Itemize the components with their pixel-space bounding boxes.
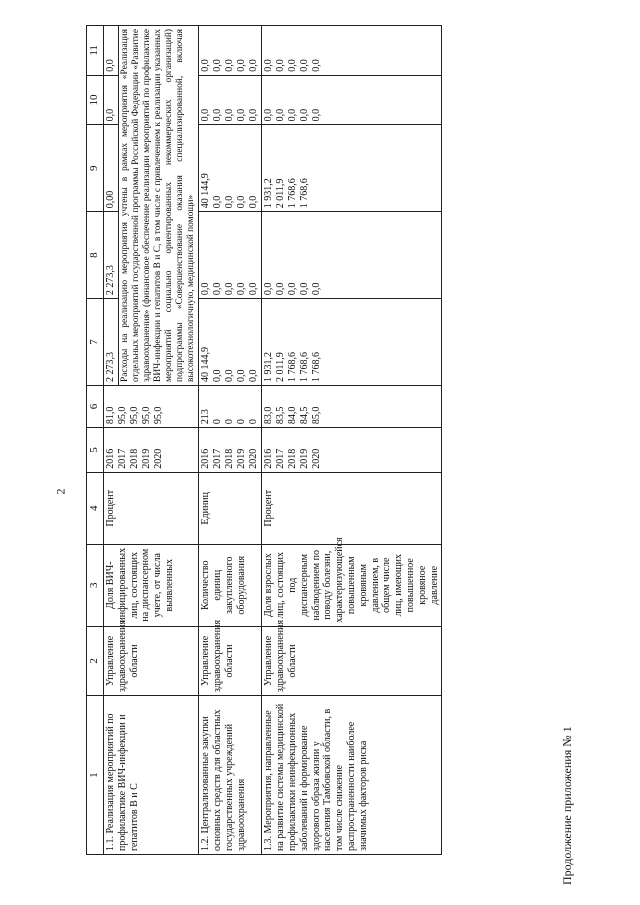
unit: Единиц bbox=[199, 472, 262, 544]
event-name: 1.3. Мероприятия, направленные на развитие системы медицинской профилактики неинфекционных заболеваний и формирование здорового образа жизни у населения Тамбовской области, в том числе снижение распространенности наиболее значимых факторов риска bbox=[262, 696, 442, 855]
appendix-caption: Продолжение приложения № 1 bbox=[560, 726, 574, 885]
indicator-values: 83,0 83,5 84,0 84,5 85,0 bbox=[262, 385, 442, 427]
table-row bbox=[104, 26, 119, 855]
header-cell: 9 bbox=[87, 125, 104, 212]
regional-values: 40 144,9 0,0 0,0 0,0 0,0 bbox=[199, 125, 262, 212]
header-row bbox=[87, 26, 104, 855]
responsible: Управление здравоохранения области bbox=[104, 626, 199, 695]
header-cell: 2 bbox=[87, 626, 104, 695]
funding-note: Расходы на реализацию мероприятия учтены в рамках мероприятия «Реализация отдельных мероприятий государственной программы Российской Федерации «Развитие здравоохранения» (финансовое обеспечение реализации мероприятий по профилактике ВИЧ-инфекции и гепатитов В и С, в том числе с привлечением к реализации указанных мероприятий социально ориентированных некоммерческих организаций) подпрограммы «Совершенствование оказания специализированной, включая высокотехнологичную, медицинской помощи» bbox=[118, 26, 199, 386]
program-table bbox=[86, 25, 442, 855]
header-cell: 11 bbox=[87, 26, 104, 76]
page-number: 2 bbox=[53, 488, 68, 495]
header-cell: 7 bbox=[87, 299, 104, 386]
federal-value: 2 273,3 bbox=[104, 212, 119, 299]
years-cell: 2016 2017 2018 2019 2020 bbox=[199, 428, 262, 473]
years-cell: 2016 2017 2018 2019 2020 bbox=[262, 428, 442, 473]
table-row bbox=[199, 26, 262, 855]
other-values: 0,0 0,0 0,0 0,0 0,0 bbox=[262, 26, 442, 76]
total-values: 40 144,9 0,0 0,0 0,0 0,0 bbox=[199, 299, 262, 386]
indicator: Количество единиц закупленного оборудования bbox=[199, 544, 262, 626]
indicator-values: 213 0 0 0 0 bbox=[199, 385, 262, 427]
other-value: 0,0 bbox=[104, 26, 119, 76]
other-values: 0,0 0,0 0,0 0,0 0,0 bbox=[199, 26, 262, 76]
indicator-values: 81,0 95,0 95,0 95,0 95,0 bbox=[104, 385, 199, 427]
regional-values: 1 931,2 2 011,9 1 768,6 1 768,6 bbox=[262, 125, 442, 212]
total-values: 1 931,2 2 011,9 1 768,6 1 768,6 1 768,6 bbox=[262, 299, 442, 386]
local-value: 0,0 bbox=[104, 75, 119, 125]
federal-values: 0,0 0,0 0,0 0,0 0,0 bbox=[199, 212, 262, 299]
table-row bbox=[262, 26, 442, 855]
unit: Процент bbox=[262, 472, 442, 544]
header-cell: 8 bbox=[87, 212, 104, 299]
header-cell: 5 bbox=[87, 428, 104, 473]
indicator: Доля взрослых лиц, состоящих под диспансерным наблюдением по поводу болезни, характеризующейся повышенным кровяным давлением, в общем числе лиц, имеющих повышенное кровяное давление bbox=[262, 544, 442, 626]
header-cell: 6 bbox=[87, 385, 104, 427]
unit: Процент bbox=[104, 472, 199, 544]
local-values: 0,0 0,0 0,0 0,0 0,0 bbox=[199, 75, 262, 125]
header-cell: 4 bbox=[87, 472, 104, 544]
federal-values: 0,0 0,0 0,0 0,0 0,0 bbox=[262, 212, 442, 299]
header-cell: 1 bbox=[87, 696, 104, 855]
event-name: 1.2. Централизованные закупки основных средств для областных государственных учреждений здравоохранения bbox=[199, 696, 262, 855]
rotated-table-container bbox=[86, 25, 442, 855]
responsible: Управление здравоохранения области bbox=[199, 626, 262, 695]
event-name: 1.1. Реализация мероприятий по профилактике ВИЧ-инфекции и гепатитов В и С bbox=[104, 696, 199, 855]
header-cell: 3 bbox=[87, 544, 104, 626]
local-values: 0,0 0,0 0,0 0,0 0,0 bbox=[262, 75, 442, 125]
regional-value: 0,00 bbox=[104, 125, 119, 212]
years-cell: 2016 2017 2018 2019 2020 bbox=[104, 428, 199, 473]
header-cell: 10 bbox=[87, 75, 104, 125]
responsible: Управление здравоохранения области bbox=[262, 626, 442, 695]
indicator: Доля ВИЧ-инфицированных лиц, состоящих на диспансерном учете, от числа выявленных bbox=[104, 544, 199, 626]
total-value: 2 273,3 bbox=[104, 299, 119, 386]
